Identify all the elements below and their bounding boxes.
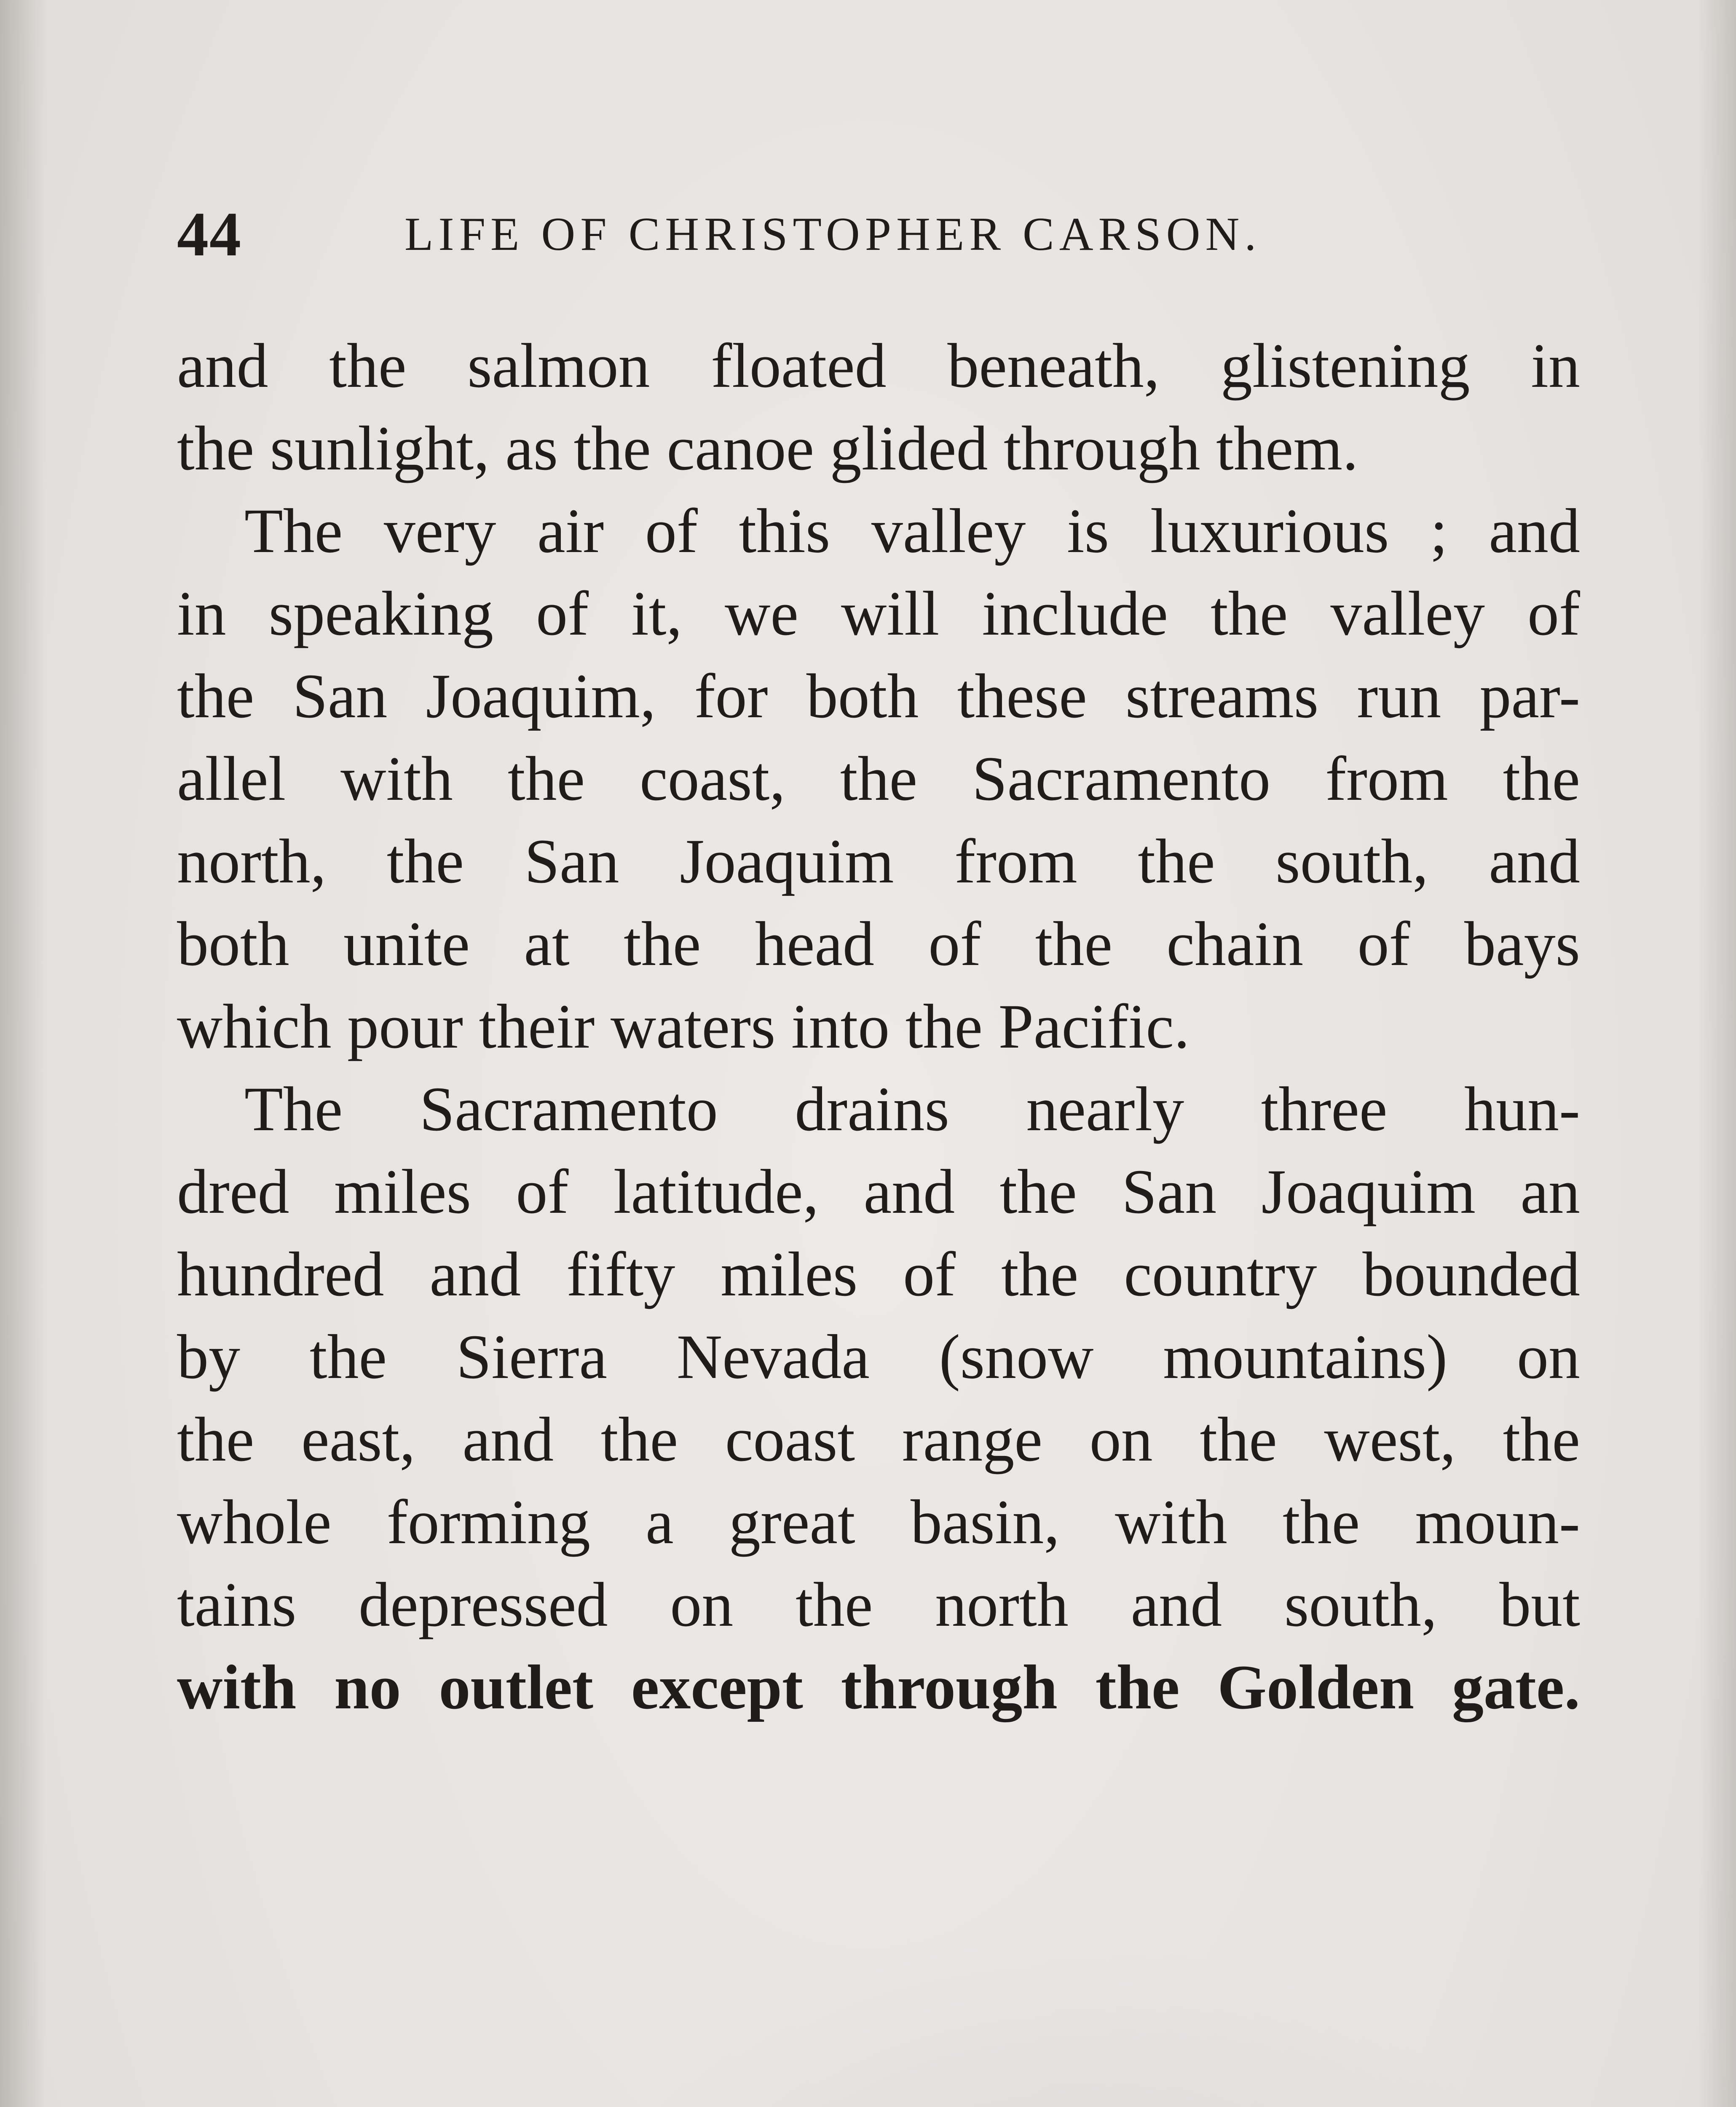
- text-line: tains depressed on the north and south, but: [177, 1570, 1580, 1640]
- page-number: 44: [177, 199, 242, 269]
- page-header: [177, 198, 1610, 282]
- text-line: the east, and the coast range on the west, the: [177, 1405, 1580, 1474]
- text-line: north, the San Joaquim from the south, and: [177, 826, 1580, 896]
- text-line: allel with the coast, the Sacramento from the: [177, 744, 1580, 814]
- text-line: with no outlet except through the Golden gate.: [177, 1652, 1580, 1722]
- running-head: LIFE OF CHRISTOPHER CARSON.: [405, 208, 1262, 260]
- text-line: The Sacramento drains nearly three hun-: [244, 1074, 1580, 1144]
- text-line: in speaking of it, we will include the valley of: [177, 579, 1580, 649]
- text-line: by the Sierra Nevada (snow mountains) on: [177, 1322, 1580, 1392]
- text-line: the San Joaquim, for both these streams run par-: [177, 661, 1580, 731]
- body-text: [177, 324, 1580, 1729]
- page-bleed-through: [581, 1938, 1551, 2107]
- text-line: and the salmon floated beneath, glistening in: [177, 331, 1580, 401]
- text-line: The very air of this valley is luxurious ; and: [244, 496, 1580, 566]
- edge-shadow: [1698, 0, 1736, 2107]
- text-line: which pour their waters into the Pacific.: [177, 992, 1190, 1062]
- text-line: the sunlight, as the canoe glided through them.: [177, 413, 1358, 483]
- text-line: dred miles of latitude, and the San Joaquim an: [177, 1157, 1580, 1227]
- text-line: whole forming a great basin, with the moun-: [177, 1487, 1580, 1557]
- gutter-shadow: [0, 0, 46, 2107]
- text-line: both unite at the head of the chain of bays: [177, 909, 1580, 979]
- text-line: hundred and fifty miles of the country bounded: [177, 1239, 1580, 1309]
